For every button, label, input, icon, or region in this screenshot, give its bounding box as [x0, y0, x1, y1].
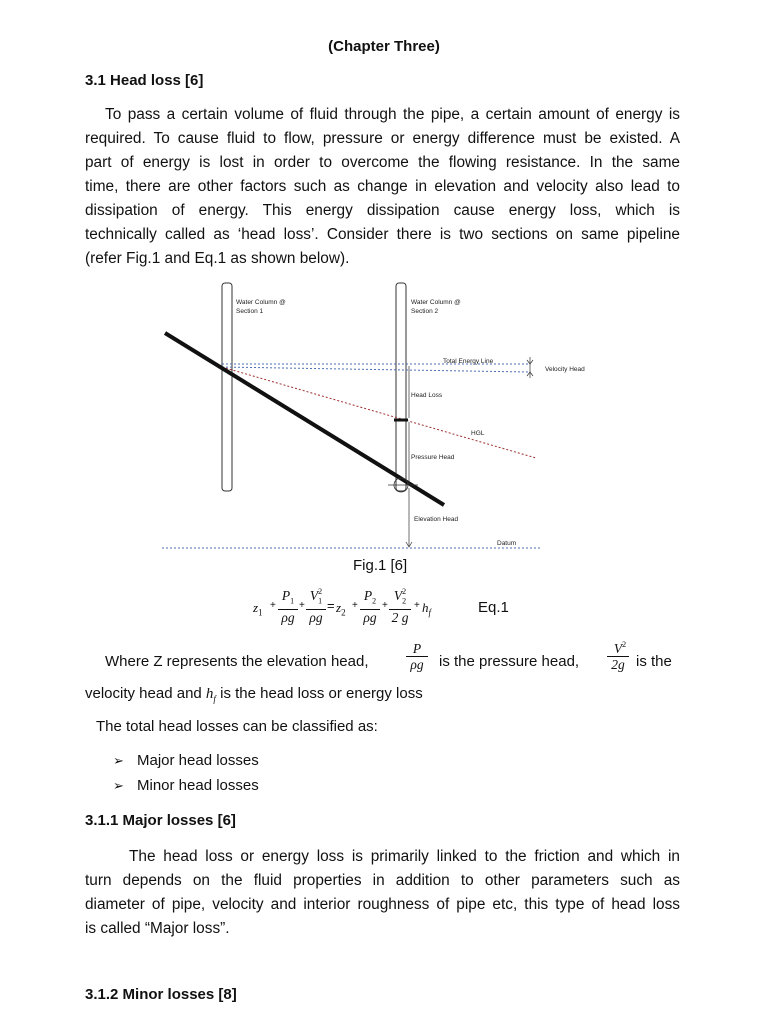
- classification-intro: The total head losses can be classified as:: [96, 718, 378, 735]
- eq-v2-over-2g: [389, 588, 411, 626]
- figure-caption: Fig.1 [6]: [353, 557, 408, 574]
- eq-v1-symbol: V: [309, 588, 319, 603]
- eq-v2-superscript: 2: [402, 587, 407, 596]
- bullet-text: Minor head losses: [137, 777, 259, 794]
- paragraph-line: required. To cause fluid to flow, pressure or energy difference must be existed. A: [85, 130, 680, 147]
- col1-label-line1: Water Column @: [236, 299, 286, 306]
- bullet-arrow-icon: ➢: [113, 753, 124, 768]
- velocity-head-numerator: [607, 641, 629, 657]
- eq-z2: [336, 600, 346, 618]
- eq-z2-symbol: z: [336, 600, 342, 615]
- elevation-head-label: Elevation Head: [414, 516, 459, 523]
- eq-v1: [306, 588, 326, 610]
- total-energy-line-label: Total Energy Line: [443, 358, 494, 365]
- bernoulli-equation: [253, 587, 453, 632]
- eq-plus: +: [382, 600, 388, 611]
- eq-p2: [360, 588, 380, 610]
- major-losses-paragraph: [85, 845, 680, 941]
- eq-plus: +: [270, 600, 276, 611]
- eq-v2-subscript: 2: [402, 596, 407, 606]
- paragraph-line: is called “Major loss”.: [85, 920, 230, 937]
- eq-plus: +: [414, 600, 420, 611]
- col2-label-line2: Section 2: [411, 308, 439, 315]
- section-heading-minor-losses: 3.1.2 Minor losses [8]: [85, 986, 237, 1003]
- paragraph-line: To pass a certain volume of fluid through the pipe, a certain amount of energy is: [105, 106, 680, 123]
- pressure-head-label: Pressure Head: [411, 454, 455, 461]
- eq-two-g: 2 g: [391, 609, 409, 625]
- where-line2-f-subscript: f: [213, 694, 216, 704]
- col2-label-line1: Water Column @: [411, 299, 461, 306]
- eq-rho-g: ρg: [309, 609, 323, 625]
- water-column-1: [222, 283, 232, 491]
- paragraph-line: technically called as ‘head loss’. Consider there is two sections on same pipeline: [85, 226, 680, 243]
- where-line2-b: is the head loss or energy loss: [220, 685, 423, 702]
- where-line2-hf: [206, 686, 216, 702]
- eq-plus: +: [352, 600, 358, 611]
- eq-f-subscript: f: [428, 607, 432, 618]
- eq-v1-subscript: 1: [318, 596, 323, 606]
- eq-z1-subscript: 1: [258, 607, 263, 618]
- paragraph-line: (refer Fig.1 and Eq.1 as shown below).: [85, 250, 350, 267]
- water-column-2: [396, 283, 406, 491]
- equation-label: Eq.1: [478, 599, 509, 616]
- eq-p1-subscript: 1: [290, 596, 295, 606]
- eq-rho-g: ρg: [281, 609, 295, 625]
- paragraph-line: part of energy is lost in order to overcome the flowing resistance. In the same: [85, 154, 680, 171]
- eq-p2-symbol: P: [363, 588, 373, 603]
- section-heading-head-loss: 3.1 Head loss [6]: [85, 72, 204, 89]
- eq-h-symbol: h: [422, 600, 429, 615]
- eq-z1: [253, 600, 263, 618]
- velocity-head-v-symbol: V: [613, 641, 623, 656]
- col1-label-line2: Section 1: [236, 308, 264, 315]
- eq-equals: =: [327, 598, 335, 613]
- eq-p1: [278, 588, 298, 610]
- head-loss-label: Head Loss: [411, 392, 443, 399]
- eq-v1-over-rho-g: [306, 588, 326, 626]
- velocity-head-denominator: 2g: [611, 657, 625, 672]
- paragraph-line: time, there are other factors such as change in elevation and velocity also lead to: [85, 178, 680, 195]
- eq-plus: +: [299, 600, 305, 611]
- velocity-head-superscript: 2: [622, 640, 627, 649]
- where-text-line2: [85, 685, 423, 704]
- eq-v2: [389, 588, 411, 610]
- eq-z2-subscript: 2: [341, 607, 346, 618]
- chapter-title: (Chapter Three): [328, 38, 440, 55]
- hgl-label: HGL: [471, 430, 485, 437]
- section-heading-major-losses: 3.1.1 Major losses [6]: [85, 812, 236, 829]
- velocity-head-line: [222, 367, 528, 372]
- bullet-text: Major head losses: [137, 752, 259, 769]
- eq-v1-superscript: 2: [318, 587, 323, 596]
- where-text-part1: Where Z represents the elevation head,: [105, 653, 369, 670]
- paragraph-line: diameter of pipe, velocity and interior roughness of pipe etc, this type of head loss: [85, 896, 680, 913]
- eq-p2-subscript: 2: [372, 596, 377, 606]
- where-text-part2: is the pressure head,: [439, 653, 580, 670]
- eq-rho-g: ρg: [363, 609, 377, 625]
- where-text-part3: is the: [636, 653, 672, 670]
- paragraph-line: turn depends on the fluid properties in addition to other parameters such as: [85, 872, 680, 889]
- paragraph-line: The head loss or energy loss is primarily linked to the friction and which in: [129, 848, 680, 865]
- eq-v2-symbol: V: [393, 588, 403, 603]
- velocity-head-label: Velocity Head: [545, 366, 585, 373]
- pressure-head-fraction: [406, 641, 428, 673]
- eq-p2-over-rho-g: [360, 588, 380, 626]
- where-line2-a: velocity head and: [85, 685, 202, 702]
- velocity-head-fraction: [607, 641, 629, 673]
- pressure-head-denominator: ρg: [410, 657, 424, 672]
- eq-p1-over-rho-g: [278, 588, 298, 626]
- where-line2-h-symbol: h: [205, 686, 214, 702]
- datum-label: Datum: [497, 540, 517, 547]
- bullet-item: [113, 777, 259, 794]
- bullet-arrow-icon: ➢: [113, 778, 124, 793]
- eq-hf: [422, 600, 431, 618]
- pressure-head-numerator: P: [406, 641, 428, 657]
- hgl-line: [222, 367, 536, 458]
- paragraph-line: dissipation of energy. This energy dissipation cause energy loss, which is: [85, 202, 680, 219]
- eq-z1-symbol: z: [253, 600, 259, 615]
- eq-p1-symbol: P: [281, 588, 291, 603]
- bullet-item: [113, 752, 259, 769]
